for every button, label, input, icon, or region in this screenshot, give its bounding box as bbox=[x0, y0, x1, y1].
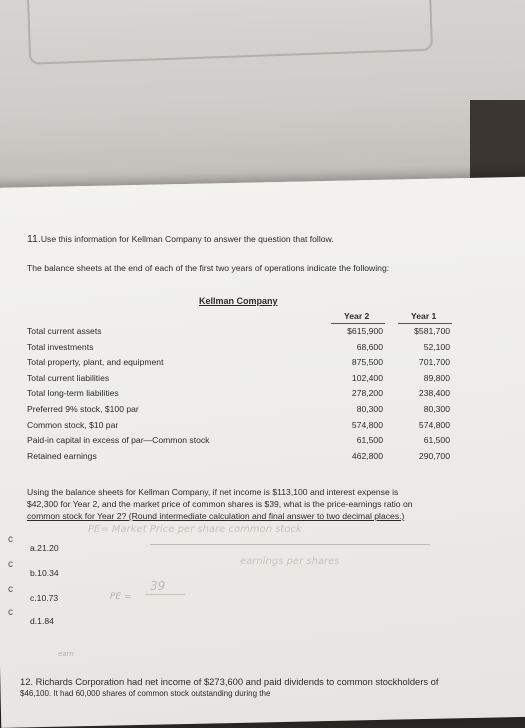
table-cell-year1: 574,800 bbox=[418, 419, 450, 430]
next-question-line-2: $46,100. It had 60,000 shares of common stock outstanding during the bbox=[20, 689, 271, 698]
col-year1-rule bbox=[398, 323, 452, 324]
handwriting-pe-formula: PE= Market Price per share common stock bbox=[88, 524, 302, 535]
choice-b[interactable]: b.10.34 bbox=[30, 568, 59, 578]
table-cell-year2: 462,800 bbox=[351, 450, 383, 461]
handwriting-39: 39 bbox=[150, 579, 166, 593]
table-cell-year1: $581,700 bbox=[414, 326, 450, 336]
table-cell-year1: 52,100 bbox=[423, 341, 450, 352]
radio-d[interactable]: c bbox=[8, 607, 13, 618]
table-row-label: Retained earnings bbox=[27, 450, 97, 461]
radio-a[interactable]: c bbox=[8, 534, 13, 545]
table-row-label: Total current liabilities bbox=[27, 372, 110, 383]
choice-d[interactable]: d.1.84 bbox=[30, 616, 54, 626]
table-row-label: Paid-in capital in excess of par—Common stock bbox=[27, 435, 210, 446]
table-cell-year2: 80,300 bbox=[356, 404, 383, 414]
table-row-label: Total current assets bbox=[27, 326, 102, 336]
handwriting-fraction-line bbox=[150, 544, 430, 545]
prompt-line-2: $42,300 for Year 2, and the market price of common shares is $39, what is the price-earnings ratio on bbox=[27, 499, 413, 509]
table-row-label: Preferred 9% stock, $100 par bbox=[27, 404, 139, 414]
col-year1: Year 1 bbox=[411, 311, 437, 321]
prompt-line-3: common stock for Year 2? (Round intermediate calculation and final answer to two decimal places.) bbox=[27, 511, 405, 521]
table-row-label: Common stock, $10 par bbox=[27, 419, 119, 430]
table-cell-year2: 68,600 bbox=[356, 341, 383, 352]
table-cell-year2: 61,500 bbox=[356, 435, 383, 446]
table-cell-year1: 290,700 bbox=[418, 450, 450, 461]
question-intro: Use this information for Kellman Company to answer the question that follow. bbox=[40, 234, 334, 244]
table-cell-year1: 80,300 bbox=[423, 404, 450, 414]
question-number: 11. bbox=[27, 233, 41, 245]
handwriting-earn: earn bbox=[58, 650, 74, 658]
table-cell-year1: 238,400 bbox=[418, 388, 450, 399]
table-cell-year1: 701,700 bbox=[418, 357, 450, 368]
handwriting-denominator: earnings per shares bbox=[240, 556, 340, 567]
choice-c[interactable]: c.10.73 bbox=[30, 593, 59, 603]
table-cell-year2: 875,500 bbox=[351, 357, 383, 368]
table-cell-year2: $615,900 bbox=[347, 326, 383, 336]
col-year2-rule bbox=[331, 323, 385, 324]
handwriting-pe2: PE = bbox=[110, 592, 132, 602]
radio-b[interactable]: c bbox=[8, 559, 13, 570]
question-subtitle: The balance sheets at the end of each of the first two years of operations indicate the following: bbox=[27, 263, 390, 273]
table-row-label: Total long-term liabilities bbox=[27, 388, 119, 399]
choice-a[interactable]: a.21.20 bbox=[30, 543, 59, 553]
table-cell-year2: 278,200 bbox=[351, 388, 383, 399]
table-row-label: Total property, plant, and equipment bbox=[27, 357, 164, 368]
table-cell-year2: 574,800 bbox=[351, 419, 383, 430]
handwriting-line-2 bbox=[145, 594, 185, 595]
company-title: Kellman Company bbox=[199, 296, 278, 306]
radio-c[interactable]: c bbox=[8, 584, 13, 595]
table-row-label: Total investments bbox=[27, 341, 94, 352]
table-cell-year1: 61,500 bbox=[423, 435, 450, 446]
question-header bbox=[27, 233, 334, 245]
table-cell-year2: 102,400 bbox=[351, 372, 383, 383]
prompt-line-1: Using the balance sheets for Kellman Company, if net income is $113,100 and interest expense is bbox=[27, 487, 399, 497]
next-question-line-1: 12. Richards Corporation had net income of $273,600 and paid dividends to common stockholders of bbox=[20, 676, 439, 687]
table-cell-year1: 89,800 bbox=[423, 372, 450, 383]
col-year2: Year 2 bbox=[344, 311, 370, 321]
